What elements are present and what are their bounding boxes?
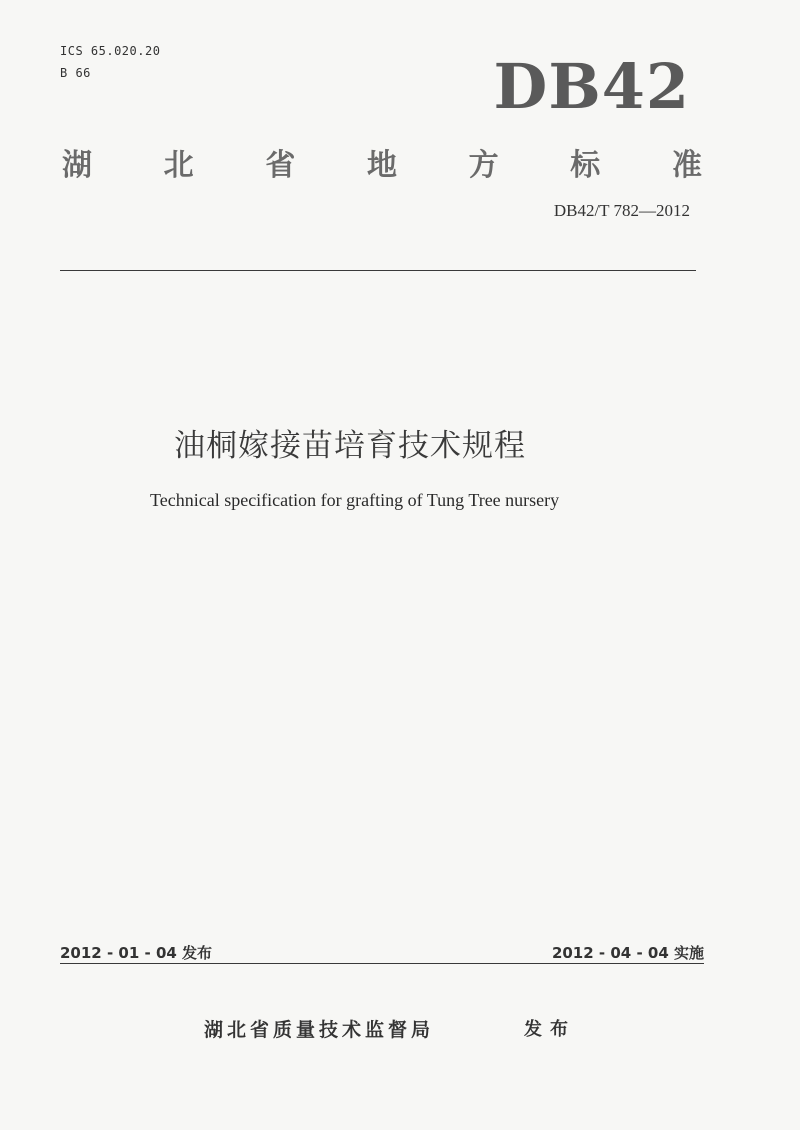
title-chinese: 油桐嫁接苗培育技术规程 [174,428,526,464]
standard-category-char: 地 [366,148,397,183]
implementation-date: 2012 - 04 - 04 实施 [551,944,704,962]
issue-date: 2012 - 01 - 04 发布 [60,944,213,962]
standard-number: DB42/T 782—2012 [553,201,690,220]
standard-category [62,140,702,184]
footer-divider [60,963,704,964]
title-english: Technical specification for grafting of Tung Tree nursery [150,490,560,510]
standard-category-char: 标 [570,148,601,183]
standard-category-char: 方 [468,148,499,183]
standard-category-char: 省 [265,148,296,183]
ics-code: ICS 65.020.20 [60,44,161,58]
standard-category-char: 准 [671,148,702,183]
ccs-code: B 66 [60,66,91,80]
standard-category-char: 湖 [62,148,92,183]
issuing-authority: 湖北省质量技术监督局 [204,1019,435,1041]
standard-category-char: 北 [163,148,194,183]
standard-mark: DB42 [493,50,690,123]
issue-label: 发布 [524,1019,576,1040]
header-divider [60,270,696,271]
